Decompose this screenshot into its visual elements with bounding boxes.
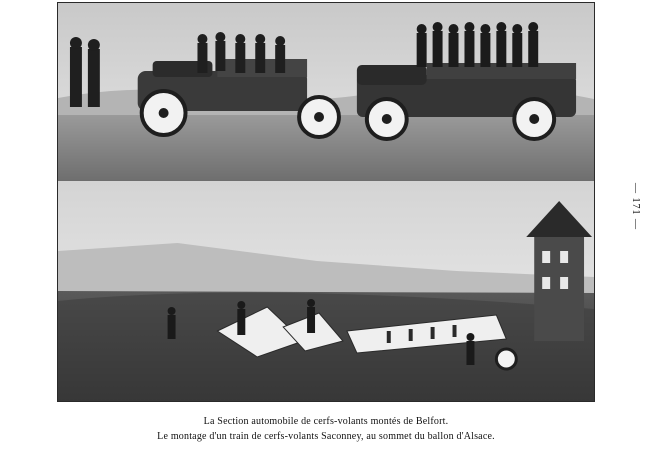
photo-kite-train	[58, 181, 594, 402]
photo-plate	[57, 2, 595, 402]
photo-kite-train-image	[58, 181, 594, 402]
caption-line-1: La Section automobile de cerfs-volants montés de Belfort.	[203, 416, 449, 427]
page-number	[628, 176, 642, 236]
photo-automobile-section	[58, 3, 594, 181]
caption-line-2: Le montage d'un train de cerfs-volants Saconney, au sommet du ballon d'Alsace.	[157, 431, 495, 442]
photo-automobile-section-image	[58, 3, 594, 181]
page-number-text: — 171 —	[629, 182, 641, 230]
